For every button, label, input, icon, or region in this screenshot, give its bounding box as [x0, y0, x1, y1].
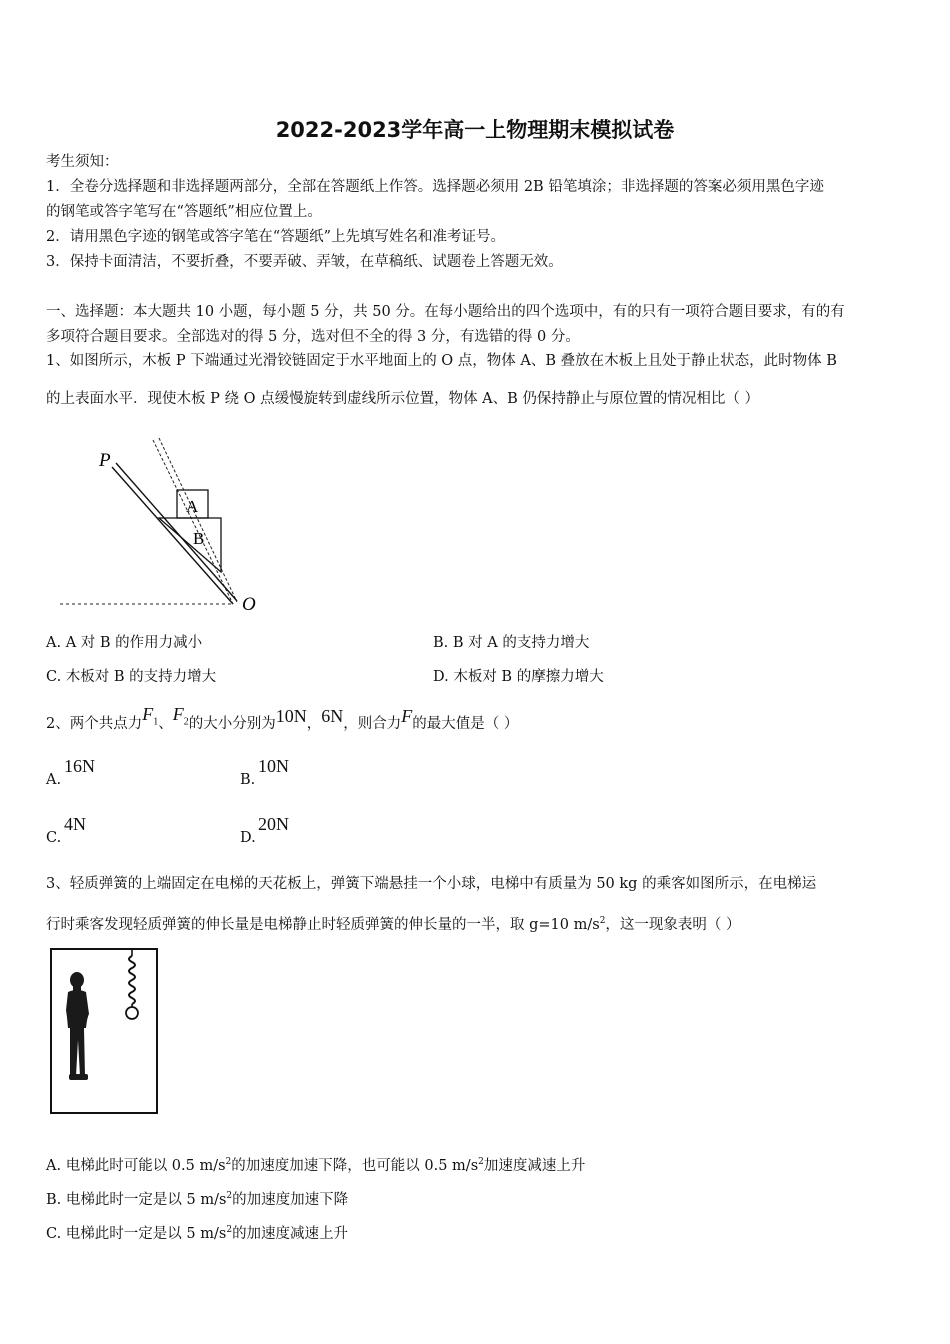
label-b: B [193, 529, 205, 548]
elevator-frame [51, 949, 157, 1113]
q2-option-d-letter: D. [240, 830, 256, 846]
q2-option-b-letter: B. [240, 772, 256, 788]
ball [126, 1007, 138, 1019]
board-p-edge-1 [112, 467, 233, 604]
q2-stem [46, 704, 519, 741]
notice-line-2: 2．请用黑色字迹的钢笔或答字笔在“答题纸”上先填写姓名和准考证号。 [46, 229, 506, 245]
q1-incline-figure [55, 430, 275, 620]
q2-sep: 、 [158, 716, 173, 732]
q2-stem-mid2: ，则合力 [343, 716, 402, 732]
page-title: 2022-2023学年高一上物理期末模拟试卷 [275, 118, 675, 142]
board-p-edge-2 [116, 463, 237, 601]
q2-value-1: 10N [275, 706, 307, 726]
q3-option-b: B. 电梯此时一定是以 5 $m/s^2$的加速度加速下降 [46, 1191, 349, 1208]
q2-value-2: 6N [321, 706, 344, 726]
q2-option-a-value: 16N [64, 756, 95, 776]
q2-stem-post: 的最大值是（ ） [412, 716, 519, 732]
q2-f1: $F_1$ [142, 704, 159, 728]
label-p: P [99, 450, 111, 471]
rotated-board-edge-2 [159, 438, 237, 602]
label-a: A [186, 497, 199, 516]
q2-option-c-value: 4N [64, 814, 86, 834]
notice-line-1a: 1．全卷分选择题和非选择题两部分，全部在答题纸上作答。选择题必须用 2B 铅笔填涂；非选择题的答案必须用黑色字迹 [46, 179, 824, 195]
section1-line-2: 多项符合题目要求。全部选对的得 5 分，选对但不全的得 3 分，有选错的得 0 分。 [46, 329, 580, 345]
q3-stem-line-2: 行时乘客发现轻质弹簧的伸长量是电梯静止时轻质弹簧的伸长量的一半，取 g=10 $m/s^2$，这一现象表明（ ） [46, 916, 741, 933]
q2-option-c-letter: C. [46, 830, 62, 846]
q2-option-d-value: 20N [258, 814, 289, 834]
q3-stem-line-1: 3、轻质弹簧的上端固定在电梯的天花板上，弹簧下端悬挂一个小球，电梯中有质量为 50 kg 的乘客如图所示，在电梯运 [46, 876, 817, 892]
notice-heading: 考生须知： [46, 154, 119, 170]
q3-elevator-figure [48, 946, 160, 1116]
block-b [159, 518, 221, 572]
q1-option-a: A. A 对 B 的作用力减小 [46, 635, 203, 651]
q2-stem-pre: 2、两个共点力 [46, 716, 143, 732]
q2-stem-mid: 的大小分别为 [188, 716, 276, 732]
q2-f2: $F_2$ [172, 704, 189, 728]
notice-line-1b: 的钢笔或答字笔写在“答题纸”相应位置上。 [46, 204, 322, 220]
q2-comma: ， [306, 716, 322, 732]
q1-stem-line-1: 1、如图所示，木板 P 下端通过光滑铰链固定于水平地面上的 O 点，物体 A、B 叠放在木板上且处于静止状态，此时物体 B [46, 353, 837, 369]
notice-line-3: 3．保持卡面清洁，不要折叠，不要弄破、弄皱，在草稿纸、试题卷上答题无效。 [46, 254, 563, 270]
q3-option-c: C. 电梯此时一定是以 5 $m/s^2$的加速度减速上升 [46, 1225, 349, 1242]
q3-option-a: A. 电梯此时可能以 0.5 $m/s^2$的加速度加速下降，也可能以 0.5 $m/s^2$加速度减速上升 [46, 1157, 586, 1174]
q1-option-c: C. 木板对 B 的支持力增大 [46, 669, 217, 685]
label-o: O [242, 594, 256, 615]
section1-line-1: 一、选择题：本大题共 10 小题，每小题 5 分，共 50 分。在每小题给出的四个选项中，有的只有一项符合题目要求，有的有 [46, 304, 845, 320]
q2-option-a-letter: A. [46, 772, 62, 788]
q2-f: F [401, 706, 413, 726]
q1-option-b: B. B 对 A 的支持力增大 [433, 635, 590, 651]
q2-option-b-value: 10N [258, 756, 289, 776]
q1-option-d: D. 木板对 B 的摩擦力增大 [433, 669, 604, 685]
q1-stem-line-2: 的上表面水平．现使木板 P 绕 O 点缓慢旋转到虚线所示位置，物体 A、B 仍保持静止与原位置的情况相比（ ） [46, 391, 760, 407]
